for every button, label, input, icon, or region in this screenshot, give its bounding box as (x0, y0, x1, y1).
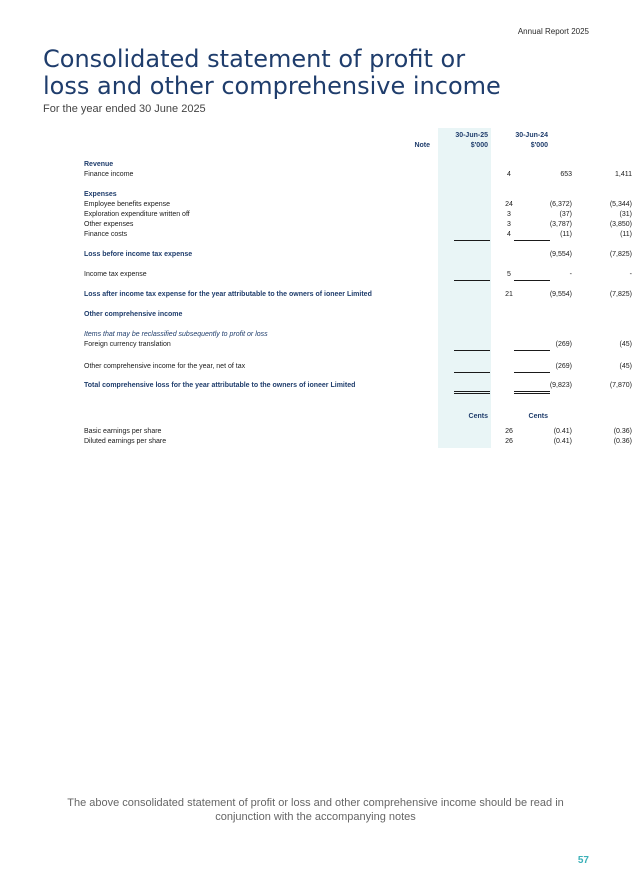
col-header-unit24: $'000 (530, 142, 548, 149)
row-value-2025: (9,554) (549, 291, 572, 298)
row-value-2025: - (569, 271, 572, 278)
tax-rule-2025 (454, 280, 490, 281)
row-value-2024: (45) (619, 341, 632, 348)
row-value-2024: (0.36) (613, 438, 632, 445)
row-value-2025: (3,787) (549, 221, 572, 228)
row-value-2025: (269) (555, 363, 572, 370)
row-value-2025: (37) (559, 211, 572, 218)
tax-rule-2024 (514, 280, 550, 281)
table-row-loss-after-tax (84, 290, 632, 300)
row-value-2024: (3,850) (609, 221, 632, 228)
row-note: 3 (507, 211, 511, 218)
row-label: Finance income (84, 171, 134, 178)
row-label: Loss after income tax expense for the year attributable to the owners of ioneer Limited (84, 291, 372, 298)
row-note: 5 (507, 271, 511, 278)
section-heading-oci (84, 310, 554, 320)
table-row-other-expenses (84, 220, 632, 230)
row-note: 26 (505, 438, 513, 445)
row-label: Total comprehensive loss for the year attributable to the owners of ioneer Limited (84, 382, 356, 389)
row-note: 26 (505, 428, 513, 435)
table-row-oci-net (84, 362, 632, 372)
total-rule-2025-a (454, 391, 490, 392)
table-row-total-loss (84, 381, 632, 391)
title-line-2: loss and other comprehensive income (43, 72, 501, 100)
row-value-2024: (11) (620, 231, 632, 238)
section-heading-revenue (84, 160, 554, 170)
row-value-2024: (7,825) (609, 291, 632, 298)
table-row-basic-eps (84, 427, 632, 437)
row-label: Finance costs (84, 231, 128, 238)
row-label: Basic earnings per share (84, 428, 162, 435)
oci-net-rule-2025 (454, 372, 490, 373)
section-heading-expenses (84, 190, 554, 200)
row-value-2024: (7,825) (609, 251, 632, 258)
col-header-unit25: $'000 (470, 142, 488, 149)
row-label: Loss before income tax expense (84, 251, 193, 258)
table-row-exploration (84, 210, 632, 220)
row-value-2024: (5,344) (609, 201, 632, 208)
report-tag: Annual Report 2025 (517, 27, 589, 36)
section-heading-reclassified (84, 330, 554, 340)
section-heading-label: Other comprehensive income (84, 311, 183, 318)
row-label: Diluted earnings per share (84, 438, 167, 445)
table-row-loss-before-tax (84, 250, 632, 260)
row-value-2025: (0.41) (553, 438, 572, 445)
row-value-2025: (9,823) (549, 382, 572, 389)
row-value-2024: (31) (619, 211, 632, 218)
footer-note: The above consolidated statement of profit or loss and other comprehensive income should be read in conjunction with the accompanying notes (67, 797, 564, 823)
row-value-2024: (0.36) (613, 428, 632, 435)
table-row-income-tax (84, 270, 632, 280)
total-rule-2024-b (514, 393, 550, 394)
row-value-2025: (9,554) (549, 251, 572, 258)
row-value-2024: (7,870) (609, 382, 632, 389)
col-header-note: Note (414, 142, 430, 149)
section-heading-label: Items that may be reclassified subsequently to profit or loss (84, 331, 268, 338)
row-value-2024: 1,411 (615, 171, 632, 178)
table-row-finance-costs (84, 230, 632, 240)
subtotal-rule-2025 (454, 240, 490, 241)
page-title (43, 46, 563, 100)
page-number: 57 (577, 855, 589, 866)
row-note: 4 (507, 171, 511, 178)
total-rule-2024-a (514, 391, 550, 392)
row-label: Exploration expenditure written off (84, 211, 190, 218)
row-value-2025: 653 (560, 171, 572, 178)
row-note: 24 (505, 201, 513, 208)
page-subtitle: For the year ended 30 June 2025 (43, 103, 206, 115)
total-rule-2025-b (454, 393, 490, 394)
section-heading-label: Revenue (84, 161, 114, 168)
fx-rule-2025 (454, 350, 490, 351)
row-note: 3 (507, 221, 511, 228)
col-header-cents25: Cents (468, 413, 488, 420)
row-value-2025: (269) (555, 341, 572, 348)
oci-net-rule-2024 (514, 372, 550, 373)
subtotal-rule-2024 (514, 240, 550, 241)
row-label: Other comprehensive income for the year, net of tax (84, 363, 246, 370)
row-label: Income tax expense (84, 271, 147, 278)
row-label: Employee benefits expense (84, 201, 170, 208)
table-row-finance-income (84, 170, 632, 180)
row-value-2025: (0.41) (553, 428, 572, 435)
row-note: 4 (507, 231, 511, 238)
fx-rule-2024 (514, 350, 550, 351)
row-value-2024: - (629, 271, 632, 278)
row-value-2025: (6,372) (549, 201, 572, 208)
section-heading-label: Expenses (84, 191, 117, 198)
row-label: Foreign currency translation (84, 341, 171, 348)
row-label: Other expenses (84, 221, 134, 228)
row-note: 21 (505, 291, 513, 298)
table-row-fx-translation (84, 340, 632, 350)
table-row-employee-benefits (84, 200, 632, 210)
title-line-1: Consolidated statement of profit or (43, 45, 466, 73)
col-header-cents24: Cents (528, 413, 548, 420)
col-header-year25: 30-Jun-25 (455, 132, 488, 139)
table-row-diluted-eps (84, 437, 632, 447)
col-header-year24: 30-Jun-24 (515, 132, 548, 139)
row-value-2024: (45) (619, 363, 632, 370)
row-value-2025: (11) (560, 231, 572, 238)
